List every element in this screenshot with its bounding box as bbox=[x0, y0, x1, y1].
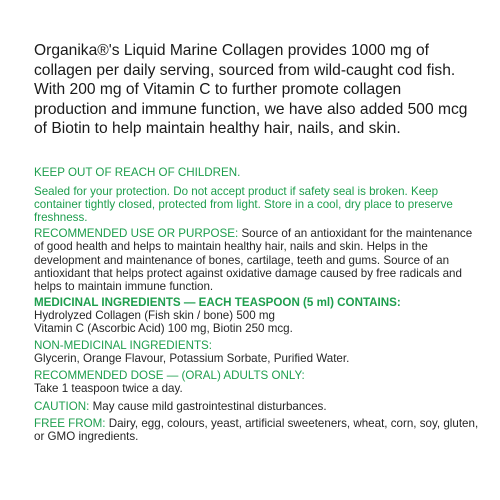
free-from-text: Dairy, egg, colours, yeast, artificial sweeteners, wheat, corn, soy, gluten, or GMO ingredients. bbox=[34, 416, 479, 443]
recommended-use-paragraph bbox=[34, 227, 479, 292]
caution-paragraph bbox=[34, 400, 479, 413]
caution-text: May cause mild gastrointestinal disturbances. bbox=[89, 399, 327, 413]
dose-heading: RECOMMENDED DOSE — (ORAL) ADULTS ONLY: bbox=[34, 369, 305, 383]
non-medicinal-text: Glycerin, Orange Flavour, Potassium Sorbate, Purified Water. bbox=[34, 352, 350, 366]
recommended-use-label: RECOMMENDED USE OR PURPOSE: bbox=[34, 227, 239, 241]
warning-heading: KEEP OUT OF REACH OF CHILDREN. bbox=[34, 166, 241, 179]
medicinal-ingredient-line-2: Vitamin C (Ascorbic Acid) 100 mg, Biotin 250 mcg. bbox=[34, 322, 293, 336]
caution-label: CAUTION: bbox=[34, 399, 90, 413]
free-from-label: FREE FROM: bbox=[34, 416, 106, 430]
storage-text: Sealed for your protection. Do not accept product if safety seal is broken. Keep container tightly closed, protected from light. Store in a cool, dry place to preserve freshness. bbox=[34, 185, 453, 225]
recommended-use-text: Source of an antioxidant for the maintenance of good health and helps to maintain healthy hair, nails and skin. Helps in the development and maintenance of bones, cartilage, teeth and gums. Source of an antioxidant that helps protect against oxidative damage caused by free radicals and helps to maintain immune function. bbox=[34, 227, 473, 293]
non-medicinal-heading: NON-MEDICINAL INGREDIENTS: bbox=[34, 339, 212, 353]
dose-text: Take 1 teaspoon twice a day. bbox=[34, 382, 183, 396]
medicinal-ingredients-heading: MEDICINAL INGREDIENTS — EACH TEASPOON (5 ml) CONTAINS: bbox=[34, 295, 401, 309]
free-from-paragraph bbox=[34, 417, 479, 443]
product-description: Organika®'s Liquid Marine Collagen provides 1000 mg of collagen per daily serving, sourced from wild-caught cod fish. With 200 mg of Vitamin C to further promote collagen production and immune function, we have also added 500 mcg of Biotin to help maintain healthy hair, nails, and skin. bbox=[34, 42, 468, 137]
label-panel bbox=[34, 166, 479, 443]
medicinal-ingredient-line-1: Hydrolyzed Collagen (Fish skin / bone) 500 mg bbox=[34, 308, 276, 322]
